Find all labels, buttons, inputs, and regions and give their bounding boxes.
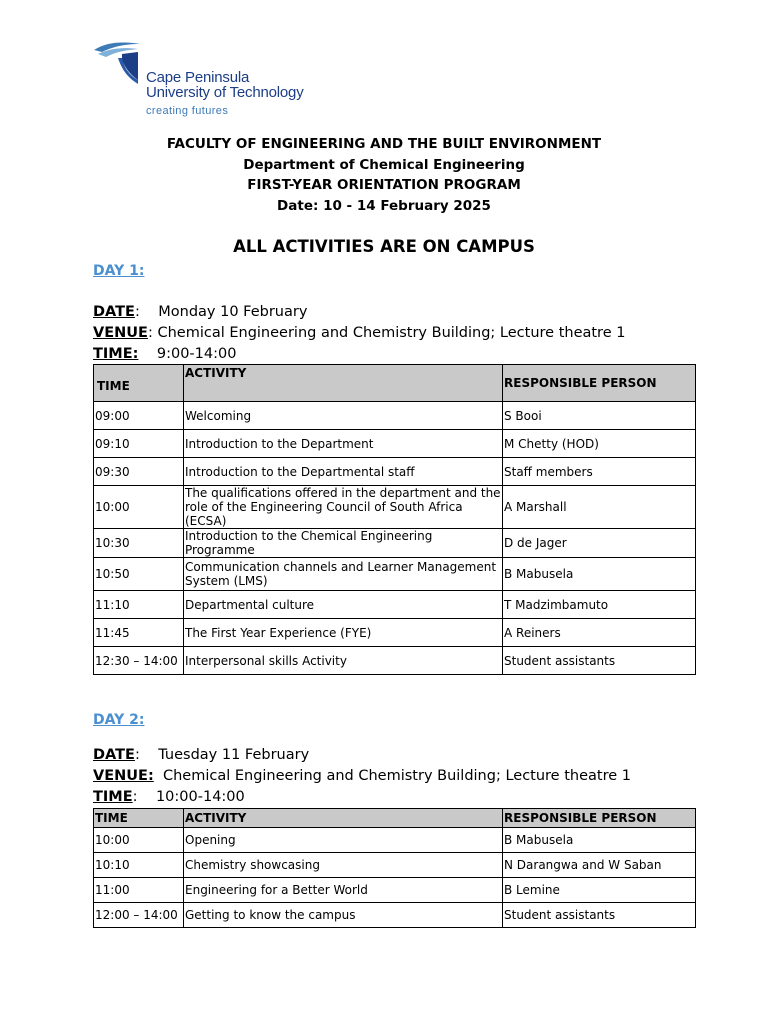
- table-row: [94, 402, 696, 430]
- time-cell: 10:00: [94, 828, 184, 853]
- time-cell: 10:30: [94, 529, 184, 558]
- person-cell: Student assistants: [503, 647, 696, 675]
- person-cell: M Chetty (HOD): [503, 430, 696, 458]
- day2-date-line: DATE: Tuesday 11 February: [93, 747, 310, 763]
- activity-cell: Chemistry showcasing: [184, 853, 503, 878]
- day1-col-time: TIME: [94, 365, 184, 402]
- activity-cell: The qualifications offered in the department and the role of the Engineering Council of South Africa (ECSA): [185, 486, 501, 528]
- day2-date-key: DATE: [93, 747, 135, 763]
- table-row: [94, 647, 696, 675]
- day1-venue-key: VENUE: [93, 325, 148, 341]
- program-title: FIRST-YEAR ORIENTATION PROGRAM: [247, 177, 521, 193]
- person-cell: A Marshall: [503, 486, 696, 529]
- activity-cell: Welcoming: [184, 402, 503, 430]
- activity-cell: Getting to know the campus: [184, 903, 503, 928]
- day2-time-line: TIME: 10:00-14:00: [93, 789, 245, 805]
- person-cell: N Darangwa and W Saban: [503, 853, 696, 878]
- time-cell: 10:50: [94, 558, 184, 591]
- day1-info: [93, 302, 625, 365]
- person-cell: B Lemine: [503, 878, 696, 903]
- table-row: [94, 458, 696, 486]
- day1-venue-line: VENUE: Chemical Engineering and Chemistry Building; Lecture theatre 1: [93, 325, 626, 341]
- time-cell: 10:10: [94, 853, 184, 878]
- day2-info: [93, 745, 631, 808]
- person-cell: B Mabusela: [503, 558, 696, 591]
- activity-cell: Interpersonal skills Activity: [184, 647, 503, 675]
- university-logo: [92, 40, 312, 122]
- table-row: [94, 619, 696, 647]
- day2-col-activity: ACTIVITY: [184, 809, 503, 828]
- table-row: [94, 486, 696, 529]
- person-cell: Staff members: [503, 458, 696, 486]
- logo-tagline: creating futures: [146, 105, 229, 117]
- table-row: [94, 591, 696, 619]
- time-cell: 11:45: [94, 619, 184, 647]
- person-cell: T Madzimbamuto: [503, 591, 696, 619]
- department-title: Department of Chemical Engineering: [243, 156, 525, 173]
- logo-line-1: Cape Peninsula: [146, 69, 250, 86]
- table-row: [94, 853, 696, 878]
- person-cell: B Mabusela: [503, 828, 696, 853]
- person-cell: S Booi: [503, 402, 696, 430]
- day2-time-key: TIME: [93, 789, 133, 805]
- table-row: [94, 529, 696, 558]
- time-cell: 12:00 – 14:00: [94, 903, 184, 928]
- day2-time-value: 10:00-14:00: [155, 789, 245, 805]
- activity-cell: Communication channels and Learner Management System (LMS): [184, 558, 503, 591]
- day2-schedule-table: [93, 808, 696, 928]
- day1-date-line: DATE: Monday 10 February: [93, 304, 308, 320]
- time-cell: 11:10: [94, 591, 184, 619]
- day1-date-value: Monday 10 February: [158, 304, 308, 320]
- day1-time-value: 9:00-14:00: [156, 346, 237, 362]
- day1-date-key: DATE: [93, 304, 135, 320]
- activity-cell: Departmental culture: [184, 591, 503, 619]
- table-row: [94, 878, 696, 903]
- activity-cell: Engineering for a Better World: [184, 878, 503, 903]
- time-cell: 09:10: [94, 430, 184, 458]
- day2-label: DAY 2:: [93, 712, 145, 728]
- activity-cell: Introduction to the Chemical Engineering Programme: [184, 529, 503, 558]
- time-cell: 10:00: [94, 486, 184, 529]
- day2-date-value: Tuesday 11 February: [158, 747, 310, 763]
- day1-time-key: TIME:: [93, 346, 139, 362]
- activity-cell: Introduction to the Department: [184, 430, 503, 458]
- document-header: [0, 134, 768, 216]
- activity-cell: Opening: [184, 828, 503, 853]
- time-cell: 09:00: [94, 402, 184, 430]
- day1-schedule-table: [93, 364, 696, 675]
- table-row: [94, 558, 696, 591]
- day2-venue-value: Chemical Engineering and Chemistry Building; Lecture theatre 1: [162, 768, 631, 784]
- table-row: [94, 903, 696, 928]
- faculty-title: FACULTY OF ENGINEERING AND THE BUILT ENVIRONMENT: [166, 136, 602, 152]
- day1-col-activity: ACTIVITY: [184, 365, 503, 402]
- time-cell: 11:00: [94, 878, 184, 903]
- day2-venue-key: VENUE:: [93, 768, 154, 784]
- activity-cell: Introduction to the Departmental staff: [184, 458, 503, 486]
- day1-venue-value: Chemical Engineering and Chemistry Building; Lecture theatre 1: [157, 325, 626, 341]
- time-cell: 12:30 – 14:00: [94, 647, 184, 675]
- time-cell: 09:30: [94, 458, 184, 486]
- table-row: [94, 430, 696, 458]
- day2-col-person: RESPONSIBLE PERSON: [503, 809, 696, 828]
- day2-venue-line: [93, 766, 631, 787]
- person-cell: A Reiners: [503, 619, 696, 647]
- activity-cell: The First Year Experience (FYE): [184, 619, 503, 647]
- table-row: [94, 828, 696, 853]
- campus-notice: ALL ACTIVITIES ARE ON CAMPUS: [233, 237, 535, 256]
- logo-line-2: University of Technology: [146, 84, 304, 101]
- day1-col-person: RESPONSIBLE PERSON: [503, 365, 696, 402]
- day1-time-line: [93, 344, 625, 365]
- day2-col-time: TIME: [94, 809, 184, 828]
- person-cell: Student assistants: [503, 903, 696, 928]
- person-cell: D de Jager: [503, 529, 696, 558]
- logo-swoosh-icon: [92, 40, 152, 92]
- day1-label: DAY 1:: [93, 263, 145, 279]
- program-date: Date: 10 - 14 February 2025: [277, 197, 491, 214]
